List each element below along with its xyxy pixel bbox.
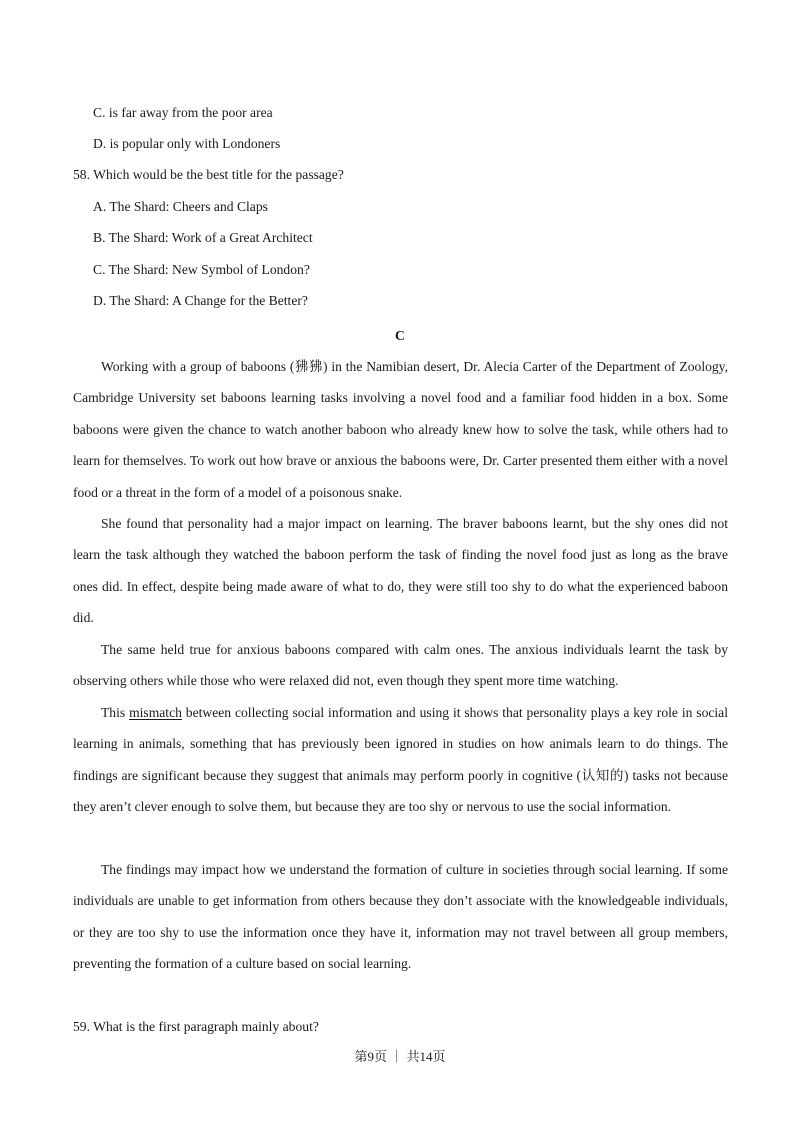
passage-paragraph-2: She found that personality had a major impact on learning. The braver baboons learnt, but the shy ones did not learn the task although they watched the baboon perform the task of finding the novel food just as long as the brave ones did. In effect, despite being made aware of what to do, they were still too shy to do what the experienced baboon did. — [73, 516, 728, 626]
q59-question: 59. What is the first paragraph mainly about? — [73, 1019, 319, 1034]
q58-question: 58. Which would be the best title for the passage? — [73, 167, 344, 182]
p4-lead: This — [101, 705, 130, 720]
section-heading: C — [395, 328, 405, 343]
page-footer: 第9页 ｜ 共14页 — [354, 1049, 446, 1064]
p4-rest: between collecting social information and using it shows that personality plays a key role in social learning in animals, something that has previously been ignored in studies on how animals learn to do things. The findings are significant because they suggest that animals may perform poorly in cognitive (认知的) tasks not because they aren’t clever enough to solve them, but because they are too shy or nervous to use the social information. — [73, 705, 728, 815]
q58-option-a: A. The Shard: Cheers and Claps — [93, 199, 268, 214]
passage-paragraph-1: Working with a group of baboons (狒狒) in the Namibian desert, Dr. Alecia Carter of the Department of Zoology, Cambridge University set baboons learning tasks involving a novel food and a familiar food hidden in a box. Some baboons were given the chance to watch another baboon who already knew how to solve the task, while others had to learn for themselves. To work out how brave or anxious the baboons were, Dr. Carter presented them either with a novel food or a threat in the form of a model of a poisonous snake. — [73, 359, 728, 500]
underlined-word-mismatch: mismatch — [129, 705, 182, 720]
q58-option-d: D. The Shard: A Change for the Better? — [93, 293, 308, 308]
passage-paragraph-3: The same held true for anxious baboons compared with calm ones. The anxious individuals learnt the task by observing others while those who were relaxed did not, even though they spent more time watching. — [73, 642, 728, 689]
passage-paragraph-4 — [73, 697, 728, 823]
passage-paragraph-5: The findings may impact how we understand the formation of culture in societies through social learning. If some individuals are unable to get information from others because they don’t associate with the knowledgeable individuals, or they are too shy to use the information once they have it, information may not travel between all group members, preventing the formation of a culture based on social learning. — [73, 862, 728, 972]
q58-option-b: B. The Shard: Work of a Great Architect — [93, 230, 313, 245]
q57-option-d: D. is popular only with Londoners — [93, 136, 281, 151]
q58-option-c: C. The Shard: New Symbol of London? — [93, 262, 310, 277]
q57-option-c: C. is far away from the poor area — [93, 105, 273, 120]
